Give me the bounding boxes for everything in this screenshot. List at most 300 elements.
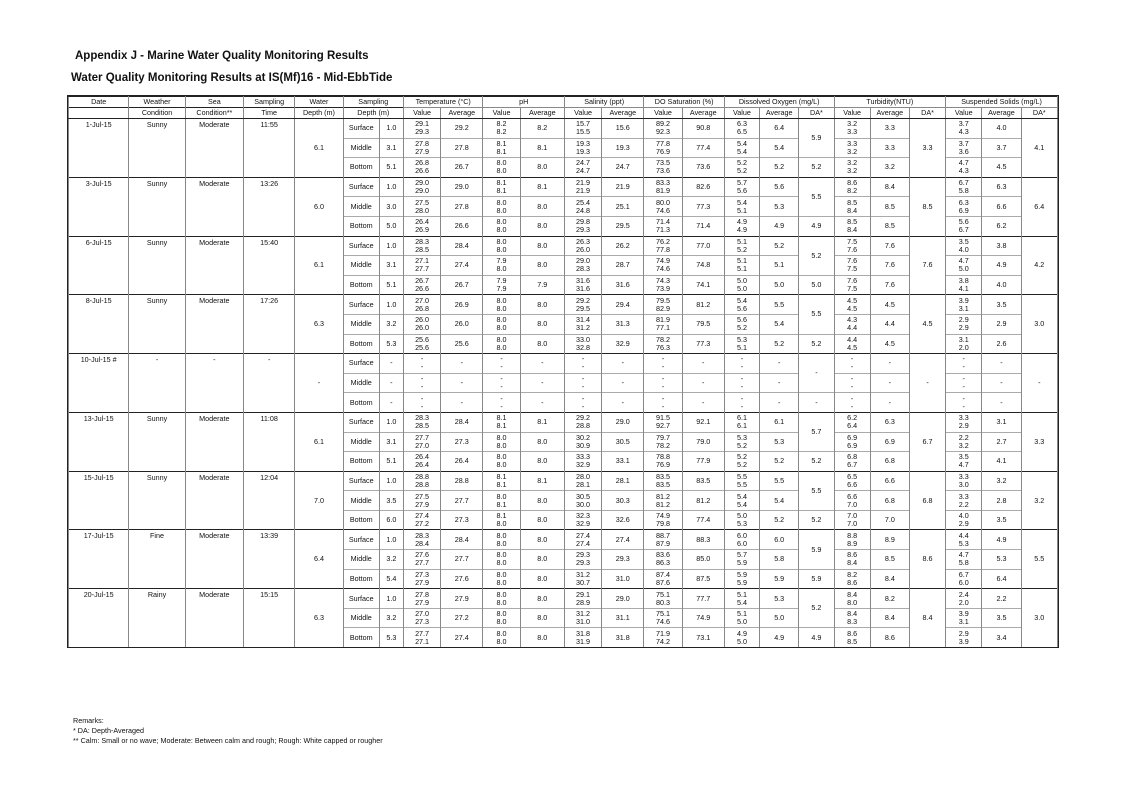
turbidity-values-reading: 8.8	[847, 530, 858, 540]
temperature-values-reading: 27.7	[415, 264, 430, 274]
turbidity-average: 7.6	[870, 275, 909, 295]
ph-values-reading: 8.0	[496, 295, 507, 305]
ph-values-reading: 8.0	[496, 460, 507, 470]
salinity-values	[564, 354, 601, 374]
suspended-solids-values	[946, 236, 982, 256]
temperature-values	[403, 589, 440, 609]
dissolved-oxygen-values-reading: 5.3	[736, 519, 747, 529]
temperature-average: 27.9	[441, 589, 483, 609]
results-body	[69, 119, 1058, 648]
turbidity-average: 7.6	[870, 236, 909, 256]
ph-values	[483, 393, 520, 413]
salinity-values	[564, 530, 601, 550]
dissolved-oxygen-values-reading: 5.0	[736, 284, 747, 294]
suspended-solids-average: 5.3	[982, 550, 1021, 570]
turbidity-da: 8.4	[909, 589, 945, 647]
ph-values-reading: 8.0	[496, 323, 507, 333]
suspended-solids-da: 6.4	[1021, 177, 1057, 236]
sampling-depth-cell: -	[379, 354, 403, 374]
sampling-depth-cell: 1.0	[379, 236, 403, 256]
dissolved-oxygen-values-reading: 5.1	[736, 609, 747, 619]
dissolved-oxygen-values	[724, 158, 759, 178]
do-saturation-average: 85.0	[682, 550, 724, 570]
ph-values-reading: 8.0	[496, 217, 507, 227]
turbidity-values-reading: 4.4	[847, 334, 858, 344]
dissolved-oxygen-da-bottom: 5.2	[799, 158, 834, 178]
turbidity-values	[834, 334, 870, 354]
dissolved-oxygen-average: -	[760, 393, 799, 413]
ph-values-reading: 8.0	[496, 636, 507, 646]
do-saturation-average: 81.2	[682, 491, 724, 511]
suspended-solids-values-reading: 2.9	[958, 323, 969, 333]
header-weather: Weather	[129, 97, 185, 108]
header-do-saturation: DO Saturation (%)	[644, 97, 724, 108]
suspended-solids-values-reading: 2.9	[958, 315, 969, 325]
header-average: Average	[602, 108, 644, 119]
sampling-depth-cell: 1.0	[379, 589, 403, 609]
ph-values-reading: 8.0	[496, 569, 507, 579]
remarks-heading: Remarks:	[73, 716, 104, 725]
temperature-values-reading: 27.6	[415, 550, 430, 560]
do-saturation-values-reading: 71.3	[656, 225, 671, 235]
sampling-depth-cell: 5.3	[379, 334, 403, 354]
dissolved-oxygen-da: 5.9	[799, 119, 834, 158]
do-saturation-values	[644, 354, 682, 374]
suspended-solids-values-reading: 3.6	[958, 146, 969, 156]
turbidity-values	[834, 197, 870, 217]
header-value: Value	[724, 108, 759, 119]
dissolved-oxygen-values	[724, 314, 759, 334]
temperature-average: 28.4	[441, 530, 483, 550]
turbidity-values	[834, 354, 870, 374]
salinity-values-reading: -	[581, 362, 585, 372]
dissolved-oxygen-average: 4.9	[760, 216, 799, 236]
turbidity-da: -	[909, 354, 945, 413]
do-saturation-values	[644, 256, 682, 276]
temperature-average: 27.7	[441, 491, 483, 511]
temperature-average: 27.4	[441, 628, 483, 647]
salinity-values	[564, 314, 601, 334]
header-salinity: Salinity (ppt)	[564, 97, 643, 108]
salinity-values-reading: 32.3	[576, 511, 591, 521]
ph-values	[483, 158, 520, 178]
temperature-values-reading: -	[420, 374, 424, 384]
do-saturation-values	[644, 510, 682, 530]
salinity-average: 15.6	[602, 119, 644, 139]
suspended-solids-values-reading: 3.3	[958, 413, 969, 423]
ph-values-reading: 8.0	[496, 577, 507, 587]
turbidity-values-reading: 7.6	[847, 244, 858, 254]
temperature-values	[403, 354, 440, 374]
ph-values-reading: 7.9	[496, 276, 507, 286]
dissolved-oxygen-values-reading: 5.9	[736, 569, 747, 579]
table-row	[69, 471, 1058, 491]
dissolved-oxygen-average: 5.2	[760, 452, 799, 472]
suspended-solids-values-reading: 3.8	[958, 276, 969, 286]
header-value: Value	[564, 108, 601, 119]
turbidity-values-reading: 8.4	[847, 609, 858, 619]
sampling-level-cell: Middle	[343, 373, 379, 393]
dissolved-oxygen-values-reading: -	[740, 401, 744, 411]
temperature-values-reading: 27.5	[415, 197, 430, 207]
ph-average: -	[520, 354, 564, 374]
do-saturation-values-reading: -	[661, 393, 665, 403]
temperature-values-reading: 26.0	[415, 315, 430, 325]
suspended-solids-values-reading: 3.9	[958, 636, 969, 646]
do-saturation-values-reading: 82.9	[656, 303, 671, 313]
temperature-values-reading: 27.9	[415, 146, 430, 156]
ph-values	[483, 452, 520, 472]
suspended-solids-values-reading: -	[962, 382, 965, 392]
sampling-level-cell: Surface	[343, 295, 379, 315]
ph-values	[483, 432, 520, 452]
sea-condition-cell: Moderate	[185, 177, 243, 236]
do-saturation-values-reading: 81.9	[656, 315, 671, 325]
turbidity-values-reading: 6.8	[847, 452, 858, 462]
turbidity-average: 3.3	[870, 119, 909, 139]
temperature-values-reading: 27.8	[415, 589, 430, 599]
ph-values	[483, 373, 520, 393]
ph-values-reading: -	[500, 401, 503, 411]
dissolved-oxygen-values-reading: 5.1	[736, 205, 747, 215]
do-saturation-values-reading: 76.2	[656, 236, 671, 246]
results-table	[68, 96, 1058, 647]
ph-values	[483, 295, 520, 315]
salinity-values	[564, 510, 601, 530]
salinity-values-reading: 29.5	[576, 303, 591, 313]
water-depth-cell: 6.0	[295, 177, 343, 236]
do-saturation-values	[644, 334, 682, 354]
header-date: Date	[69, 97, 129, 108]
temperature-average: 26.6	[441, 216, 483, 236]
salinity-values	[564, 256, 601, 276]
temperature-values-reading: 29.1	[415, 119, 430, 129]
temperature-values	[403, 138, 440, 158]
appendix-title: Appendix J - Marine Water Quality Monitoring Results	[75, 50, 369, 62]
temperature-values-reading: 26.9	[415, 225, 430, 235]
date-cell: 6-Jul-15	[69, 236, 129, 295]
ph-values-reading: 8.0	[496, 597, 507, 607]
dissolved-oxygen-average: 5.2	[760, 158, 799, 178]
suspended-solids-values	[946, 608, 982, 628]
sampling-depth-cell: 3.1	[379, 138, 403, 158]
suspended-solids-da: 3.2	[1021, 471, 1057, 530]
dissolved-oxygen-average: -	[760, 373, 799, 393]
temperature-values	[403, 491, 440, 511]
sampling-level-cell: Bottom	[343, 393, 379, 413]
do-saturation-values-reading: -	[661, 354, 665, 364]
dissolved-oxygen-values-reading: 6.0	[736, 530, 747, 540]
sampling-level-cell: Middle	[343, 256, 379, 276]
turbidity-values-reading: 4.5	[847, 295, 858, 305]
suspended-solids-average: 3.7	[982, 138, 1021, 158]
do-saturation-average: 71.4	[682, 216, 724, 236]
temperature-average: 27.8	[441, 197, 483, 217]
ph-values-reading: -	[500, 362, 503, 372]
turbidity-values	[834, 628, 870, 647]
salinity-values	[564, 432, 601, 452]
suspended-solids-values-reading: 4.0	[958, 511, 969, 521]
temperature-values	[403, 119, 440, 139]
ph-values	[483, 412, 520, 432]
suspended-solids-values-reading: 6.0	[958, 577, 969, 587]
turbidity-values-reading: 4.3	[847, 315, 858, 325]
dissolved-oxygen-average: 5.2	[760, 334, 799, 354]
do-saturation-values	[644, 295, 682, 315]
suspended-solids-values-reading: 3.3	[958, 471, 969, 481]
sampling-time-cell: 17:26	[244, 295, 295, 354]
turbidity-values-reading: 6.6	[847, 491, 858, 501]
water-depth-cell: 6.3	[295, 295, 343, 354]
header-sampling-time: Sampling	[244, 97, 295, 108]
dissolved-oxygen-values	[724, 491, 759, 511]
do-saturation-values-reading: 92.3	[656, 127, 671, 137]
suspended-solids-values	[946, 138, 982, 158]
do-saturation-average: 73.6	[682, 158, 724, 178]
dissolved-oxygen-average: 5.2	[760, 510, 799, 530]
ph-values-reading: 8.0	[496, 589, 507, 599]
ph-values	[483, 256, 520, 276]
suspended-solids-values	[946, 569, 982, 589]
salinity-values-reading: 24.7	[576, 158, 591, 168]
remarks	[73, 716, 383, 746]
do-saturation-values-reading: 76.9	[656, 146, 671, 156]
do-saturation-values	[644, 432, 682, 452]
suspended-solids-values-reading: 2.9	[958, 628, 969, 638]
sea-condition-cell: Moderate	[185, 236, 243, 295]
suspended-solids-values-reading: 2.2	[958, 432, 969, 442]
salinity-values-reading: 27.4	[576, 538, 591, 548]
salinity-values	[564, 177, 601, 197]
remark-line: ** Calm: Small or no wave; Moderate: Between calm and rough; Rough: White capped or rougher	[73, 736, 383, 745]
temperature-values-reading: 27.7	[415, 432, 430, 442]
turbidity-values	[834, 275, 870, 295]
suspended-solids-average: 4.1	[982, 452, 1021, 472]
salinity-values-reading: 28.1	[576, 479, 591, 489]
suspended-solids-average: 2.7	[982, 432, 1021, 452]
suspended-solids-values-reading: 4.7	[958, 256, 969, 266]
do-saturation-values-reading: 73.9	[656, 284, 671, 294]
ph-values-reading: 8.0	[496, 166, 507, 176]
suspended-solids-values-reading: 4.1	[958, 284, 969, 294]
turbidity-da: 4.5	[909, 295, 945, 354]
sampling-depth-cell: 6.0	[379, 510, 403, 530]
salinity-values-reading: 21.9	[576, 178, 591, 188]
do-saturation-average: -	[682, 354, 724, 374]
salinity-average: -	[602, 393, 644, 413]
temperature-values-reading: 27.9	[415, 577, 430, 587]
salinity-average: 31.3	[602, 314, 644, 334]
suspended-solids-values-reading: 5.8	[958, 558, 969, 568]
salinity-values-reading: 31.2	[576, 609, 591, 619]
temperature-average: 27.4	[441, 256, 483, 276]
temperature-values-reading: 27.2	[415, 519, 430, 529]
temperature-values-reading: 28.5	[415, 244, 430, 254]
temperature-values-reading: 25.6	[415, 334, 430, 344]
ph-average: 8.0	[520, 158, 564, 178]
salinity-values-reading: 28.0	[576, 471, 591, 481]
dissolved-oxygen-values-reading: 5.7	[736, 550, 747, 560]
suspended-solids-average: 3.5	[982, 295, 1021, 315]
do-saturation-values	[644, 589, 682, 609]
salinity-average: 32.6	[602, 510, 644, 530]
dissolved-oxygen-values-reading: 5.4	[736, 491, 747, 501]
ph-values	[483, 314, 520, 334]
ph-average: 8.0	[520, 530, 564, 550]
do-saturation-average: 77.4	[682, 510, 724, 530]
turbidity-values	[834, 158, 870, 178]
table-title: Water Quality Monitoring Results at IS(Mf)16 - Mid-EbbTide	[71, 72, 393, 84]
dissolved-oxygen-values-reading: -	[740, 374, 744, 384]
do-saturation-values-reading: 79.8	[656, 519, 671, 529]
sampling-level-cell: Middle	[343, 608, 379, 628]
temperature-values-reading: 28.3	[415, 530, 430, 540]
do-saturation-values-reading: 83.5	[656, 471, 671, 481]
ph-values-reading: 8.0	[496, 452, 507, 462]
turbidity-da: 6.8	[909, 471, 945, 530]
table-row	[69, 177, 1058, 197]
water-depth-cell: -	[295, 354, 343, 413]
table-row	[69, 530, 1058, 550]
dissolved-oxygen-values	[724, 236, 759, 256]
turbidity-values-reading: 3.2	[847, 158, 858, 168]
suspended-solids-da: 3.0	[1021, 295, 1057, 354]
temperature-values-reading: -	[420, 382, 424, 392]
dissolved-oxygen-average: 5.2	[760, 236, 799, 256]
salinity-average: 25.1	[602, 197, 644, 217]
do-saturation-values-reading: -	[661, 374, 665, 384]
suspended-solids-average: 4.0	[982, 275, 1021, 295]
dissolved-oxygen-values	[724, 569, 759, 589]
suspended-solids-values-reading: -	[962, 354, 965, 364]
salinity-average: 29.5	[602, 216, 644, 236]
suspended-solids-average: 2.6	[982, 334, 1021, 354]
suspended-solids-average: 3.8	[982, 236, 1021, 256]
suspended-solids-values	[946, 412, 982, 432]
temperature-values-reading: 25.6	[415, 342, 430, 352]
do-saturation-values	[644, 530, 682, 550]
do-saturation-values-reading: -	[661, 401, 665, 411]
dissolved-oxygen-values-reading: 5.0	[736, 276, 747, 286]
turbidity-average: 8.4	[870, 569, 909, 589]
temperature-average: 29.2	[441, 119, 483, 139]
dissolved-oxygen-values-reading: 6.1	[736, 421, 747, 431]
suspended-solids-values-reading: 3.7	[958, 138, 969, 148]
sampling-depth-cell: 1.0	[379, 177, 403, 197]
suspended-solids-average: 3.4	[982, 628, 1021, 647]
turbidity-values	[834, 452, 870, 472]
sampling-depth-cell: 3.2	[379, 608, 403, 628]
temperature-values-reading: -	[420, 393, 424, 403]
turbidity-values-reading: 6.7	[847, 460, 858, 470]
suspended-solids-average: 4.9	[982, 530, 1021, 550]
suspended-solids-values	[946, 628, 982, 647]
turbidity-values	[834, 608, 870, 628]
suspended-solids-values-reading: 2.2	[958, 499, 969, 509]
salinity-values	[564, 295, 601, 315]
header-average: Average	[520, 108, 564, 119]
dissolved-oxygen-values	[724, 256, 759, 276]
suspended-solids-average: -	[982, 373, 1021, 393]
turbidity-values-reading: -	[850, 362, 854, 372]
sampling-time-cell: 11:55	[244, 119, 295, 178]
weather-cell: Sunny	[129, 119, 185, 178]
weather-cell: Fine	[129, 530, 185, 589]
ph-average: -	[520, 373, 564, 393]
sampling-level-cell: Middle	[343, 432, 379, 452]
suspended-solids-values	[946, 471, 982, 491]
turbidity-values	[834, 471, 870, 491]
turbidity-average: 6.9	[870, 432, 909, 452]
header-sampling-depth-sub: Depth (m)	[343, 108, 403, 119]
turbidity-values	[834, 393, 870, 413]
date-cell: 8-Jul-15	[69, 295, 129, 354]
do-saturation-values-reading: 77.8	[656, 138, 671, 148]
suspended-solids-values-reading: 6.3	[958, 197, 969, 207]
ph-values	[483, 275, 520, 295]
suspended-solids-average: 6.6	[982, 197, 1021, 217]
suspended-solids-values	[946, 275, 982, 295]
sampling-level-cell: Middle	[343, 197, 379, 217]
water-depth-cell: 6.3	[295, 589, 343, 647]
ph-values	[483, 216, 520, 236]
suspended-solids-values-reading: 2.9	[958, 519, 969, 529]
turbidity-average: 7.6	[870, 256, 909, 276]
do-saturation-average: -	[682, 373, 724, 393]
salinity-values-reading: -	[581, 401, 585, 411]
temperature-values-reading: 27.5	[415, 491, 430, 501]
salinity-values-reading: 29.2	[576, 413, 591, 423]
temperature-average: 26.7	[441, 158, 483, 178]
do-saturation-values	[644, 216, 682, 236]
salinity-values	[564, 197, 601, 217]
sampling-depth-cell: 5.4	[379, 569, 403, 589]
weather-cell: Sunny	[129, 295, 185, 354]
turbidity-average: 4.5	[870, 334, 909, 354]
weather-cell: Sunny	[129, 177, 185, 236]
sampling-depth-cell: 3.1	[379, 256, 403, 276]
suspended-solids-values-reading: -	[962, 401, 965, 411]
temperature-values-reading: 26.6	[415, 284, 430, 294]
suspended-solids-average: 4.0	[982, 119, 1021, 139]
suspended-solids-average: 6.4	[982, 569, 1021, 589]
dissolved-oxygen-average: 5.4	[760, 491, 799, 511]
salinity-values-reading: 30.7	[576, 577, 591, 587]
salinity-average: -	[602, 373, 644, 393]
turbidity-average: 8.5	[870, 216, 909, 236]
salinity-values-reading: 19.3	[576, 138, 591, 148]
do-saturation-values	[644, 393, 682, 413]
do-saturation-values	[644, 275, 682, 295]
turbidity-values	[834, 412, 870, 432]
suspended-solids-values-reading: 3.5	[958, 452, 969, 462]
turbidity-average: 4.4	[870, 314, 909, 334]
suspended-solids-values-reading: 3.9	[958, 609, 969, 619]
dissolved-oxygen-da: 5.7	[799, 412, 834, 451]
suspended-solids-values-reading: 3.0	[958, 479, 969, 489]
ph-values	[483, 197, 520, 217]
salinity-average: 32.9	[602, 334, 644, 354]
ph-values-reading: 8.0	[496, 342, 507, 352]
temperature-values-reading: 28.8	[415, 471, 430, 481]
ph-values-reading: 8.0	[496, 538, 507, 548]
temperature-average: 26.7	[441, 275, 483, 295]
header-water-depth-sub: Depth (m)	[295, 108, 343, 119]
ph-values-reading: 8.0	[496, 158, 507, 168]
turbidity-values-reading: 8.4	[847, 558, 858, 568]
turbidity-values	[834, 295, 870, 315]
do-saturation-values	[644, 197, 682, 217]
